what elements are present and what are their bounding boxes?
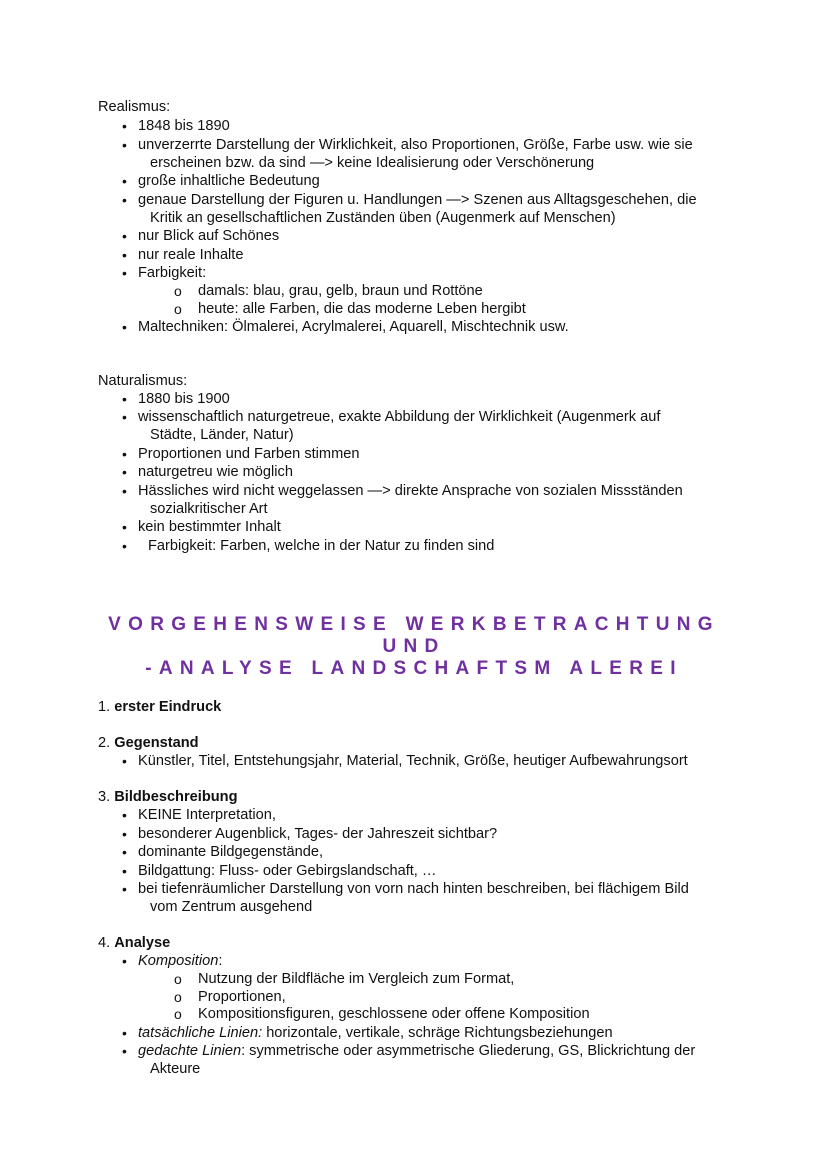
bullet-icon: •: [122, 863, 127, 879]
section-title-line-2: UND: [382, 636, 446, 657]
bullet-icon: •: [122, 409, 127, 425]
realismus-item: unverzerrte Darstellung der Wirklichkeit, also Proportionen, Größe, Farbe usw. wie sie: [138, 137, 693, 153]
realismus-item: 1848 bis 1890: [138, 118, 230, 134]
step-heading-3: [98, 788, 237, 806]
bullet-icon: •: [122, 483, 127, 499]
circle-bullet-icon: o: [174, 971, 182, 987]
circle-bullet-icon: o: [174, 301, 182, 317]
realismus-item: genaue Darstellung der Figuren u. Handlungen —> Szenen aus Alltagsgeschehen, die: [138, 192, 697, 208]
bullet-icon: •: [122, 844, 127, 860]
realismus-subitem: damals: blau, grau, gelb, braun und Rottöne: [198, 283, 483, 299]
komposition-subitem: Proportionen,: [198, 989, 286, 1005]
bullet-icon: •: [122, 319, 127, 335]
bullet-icon: •: [122, 446, 127, 462]
naturalismus-item-cont: sozialkritischer Art: [150, 501, 268, 517]
step-item-cont: vom Zentrum ausgehend: [150, 899, 313, 915]
step-heading-1: [98, 698, 221, 716]
naturalismus-heading: Naturalismus:: [98, 373, 188, 389]
bullet-icon: •: [122, 265, 127, 281]
step-title: Gegenstand: [114, 735, 199, 751]
realismus-heading: Realismus:: [98, 99, 171, 115]
bullet-icon: •: [122, 881, 127, 897]
naturalismus-item: Proportionen und Farben stimmen: [138, 446, 360, 462]
bullet-icon: •: [122, 118, 127, 134]
bullet-icon: •: [122, 1043, 127, 1059]
bullet-icon: •: [122, 753, 127, 769]
naturalismus-item: Hässliches wird nicht weggelassen —> direkte Ansprache von sozialen Missständen: [138, 483, 683, 499]
circle-bullet-icon: o: [174, 1006, 182, 1022]
realismus-item-cont: erscheinen bzw. da sind —> keine Idealisierung oder Verschönerung: [150, 155, 595, 171]
step-item: KEINE Interpretation,: [138, 807, 276, 823]
komposition-suffix: :: [218, 953, 223, 969]
step-item: bei tiefenräumlicher Darstellung von vorn nach hinten beschreiben, bei flächigem Bild: [138, 881, 689, 897]
step-item: besonderer Augenblick, Tages- der Jahreszeit sichtbar?: [138, 826, 498, 842]
naturalismus-item-cont: Städte, Länder, Natur): [150, 427, 294, 443]
naturalismus-item: naturgetreu wie möglich: [138, 464, 293, 480]
step-number: 3.: [98, 789, 111, 805]
gedacht-label: gedachte Linien: [138, 1043, 242, 1059]
bullet-icon: •: [122, 538, 127, 554]
bullet-icon: •: [122, 391, 127, 407]
realismus-item-cont: Kritik an gesellschaftlichen Zuständen üben (Augenmerk auf Menschen): [150, 210, 616, 226]
bullet-icon: •: [122, 228, 127, 244]
step-title: Bildbeschreibung: [114, 789, 238, 805]
realismus-item: nur Blick auf Schönes: [138, 228, 280, 244]
komposition-label: Komposition: [138, 953, 219, 969]
step-number: 4.: [98, 935, 111, 951]
step-title: Analyse: [114, 935, 171, 951]
bullet-icon: •: [122, 464, 127, 480]
komposition-subitem: Kompositionsfiguren, geschlossene oder offene Komposition: [198, 1006, 590, 1022]
step-item-gedacht: [138, 1042, 695, 1060]
section-title-line-1: VORGEHENSWEISE WERKBETRACHTUNG: [108, 614, 720, 635]
bullet-icon: •: [122, 192, 127, 208]
bullet-icon: •: [122, 519, 127, 535]
linien-label: tatsächliche Linien:: [138, 1025, 263, 1041]
circle-bullet-icon: o: [174, 989, 182, 1005]
bullet-icon: •: [122, 1025, 127, 1041]
realismus-subitem: heute: alle Farben, die das moderne Leben hergibt: [198, 301, 526, 317]
realismus-item: Maltechniken: Ölmalerei, Acrylmalerei, Aquarell, Mischtechnik usw.: [138, 319, 569, 335]
step-item-linien: [138, 1024, 613, 1042]
step-item: Bildgattung: Fluss- oder Gebirgslandschaft, …: [138, 863, 437, 879]
komposition-subitem: Nutzung der Bildfläche im Vergleich zum Format,: [198, 971, 515, 987]
section-title-line-3: -ANALYSE LANDSCHAFTSM ALEREI: [145, 658, 683, 679]
bullet-icon: •: [122, 807, 127, 823]
step-heading-4: [98, 934, 170, 952]
naturalismus-item: kein bestimmter Inhalt: [138, 519, 281, 535]
realismus-item: Farbigkeit:: [138, 265, 207, 281]
step-item-cont: Akteure: [150, 1061, 201, 1077]
step-heading-2: [98, 734, 199, 752]
circle-bullet-icon: o: [174, 283, 182, 299]
naturalismus-item: 1880 bis 1900: [138, 391, 230, 407]
bullet-icon: •: [122, 137, 127, 153]
step-item: Künstler, Titel, Entstehungsjahr, Material, Technik, Größe, heutiger Aufbewahrungsort: [138, 753, 688, 769]
bullet-icon: •: [122, 173, 127, 189]
naturalismus-item: wissenschaftlich naturgetreue, exakte Abbildung der Wirklichkeit (Augenmerk auf: [138, 409, 661, 425]
step-number: 2.: [98, 735, 111, 751]
linien-text: horizontale, vertikale, schräge Richtungsbeziehungen: [262, 1025, 613, 1041]
bullet-icon: •: [122, 826, 127, 842]
realismus-item: große inhaltliche Bedeutung: [138, 173, 320, 189]
gedacht-text: : symmetrische oder asymmetrische Gliederung, GS, Blickrichtung der: [241, 1043, 696, 1059]
naturalismus-item: Farbigkeit: Farben, welche in der Natur zu finden sind: [148, 538, 495, 554]
step-title: erster Eindruck: [114, 699, 222, 715]
bullet-icon: •: [122, 953, 127, 969]
step-item: dominante Bildgegenstände,: [138, 844, 323, 860]
step-item-komposition: [138, 952, 222, 970]
step-number: 1.: [98, 699, 111, 715]
bullet-icon: •: [122, 247, 127, 263]
realismus-item: nur reale Inhalte: [138, 247, 244, 263]
